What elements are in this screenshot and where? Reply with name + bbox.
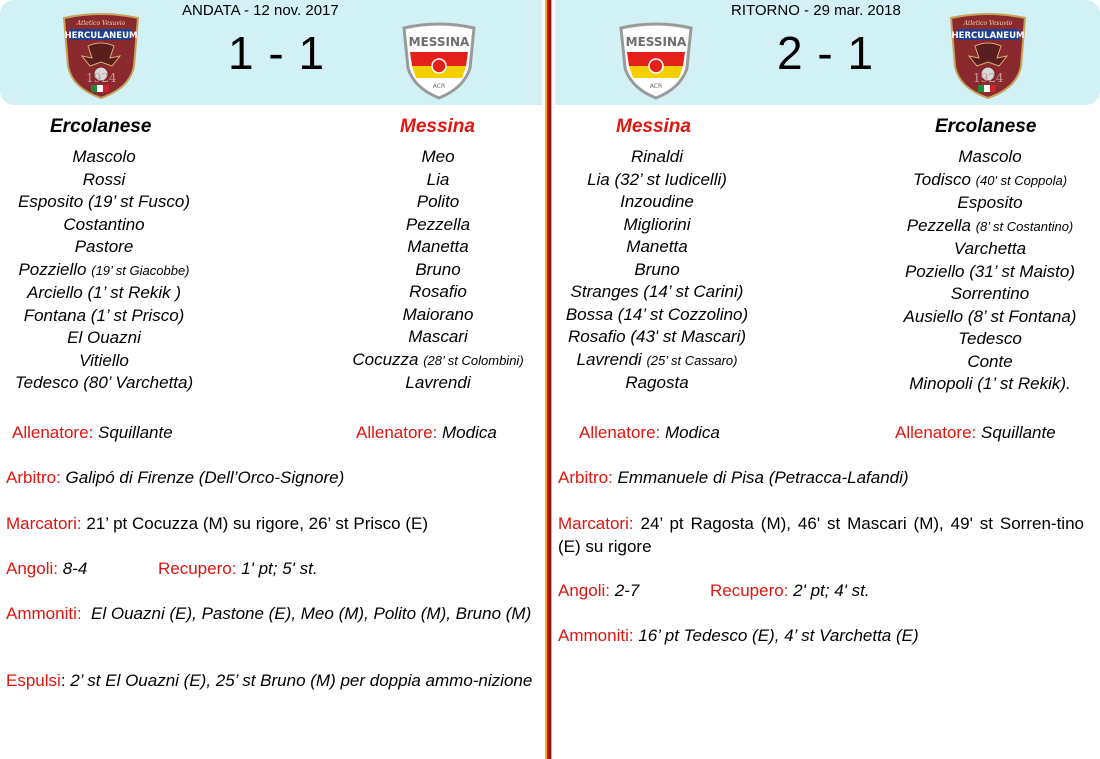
player-name: Pezzella (405, 214, 471, 234)
ammoniti-value: 16’ pt Tedesco (E), 4’ st Varchetta (E) (638, 626, 919, 645)
lineup-player (555, 349, 759, 373)
player-name: Fontana (1’ st Prisco) (23, 305, 185, 325)
player-substitution: (25’ st Cassaro) (646, 352, 738, 368)
player-name: Lavrendi (576, 349, 647, 369)
coach-label: Allenatore: (895, 423, 977, 442)
andata-angoli (6, 557, 87, 580)
lineup-player (555, 236, 759, 259)
lineup-player (0, 146, 208, 169)
ritorno-ammoniti (558, 624, 919, 647)
player-substitution: (28’ st Colombini) (423, 352, 524, 368)
andata-away-lineup (332, 146, 544, 395)
marcatori-value: 21’ pt Cocuzza (M) su rigore, 26’ st Prisco (E) (86, 514, 428, 533)
player-name: Ragosta (625, 373, 689, 392)
messina-crest-name: MESSINA (408, 35, 470, 49)
player-name: Ausiello (8’ st Fontana) (903, 306, 1077, 326)
ritorno-away-team: Ercolanese (935, 116, 1037, 137)
angoli-label: Angoli: (6, 559, 58, 578)
lineup-player (332, 191, 544, 214)
lineup-player (555, 214, 759, 237)
ammoniti-value: El Ouazni (E), Pastone (E), Meo (M), Polito (M), Bruno (M) (91, 604, 532, 623)
player-name: Poziello (31’ st Maisto) (904, 261, 1076, 281)
lineup-player (0, 259, 208, 283)
player-name: Rosafio (409, 282, 467, 301)
ercolanese-crest-icon (60, 12, 142, 100)
lineup-player (0, 236, 208, 259)
arbitro-label: Arbitro: (6, 468, 61, 487)
player-name: Vitiello (79, 350, 129, 370)
player-name: Manetta (626, 237, 688, 256)
marcatori-value: 24’ pt Ragosta (M), 46' st Mascari (M), 49' st Sorren-tino (E) su rigore (558, 514, 1084, 556)
lineup-player (332, 146, 544, 169)
lineup-player (332, 236, 544, 259)
lineup-player (555, 259, 759, 282)
coach-label: Allenatore: (579, 423, 661, 442)
lineup-player (555, 169, 759, 192)
andata-marcatori (6, 512, 428, 535)
lineup-player (332, 372, 544, 395)
crest-name: HERCULANEUM (64, 31, 138, 41)
lineup-player (332, 214, 544, 237)
player-name: Tedesco (958, 329, 1022, 348)
player-name: Rosafio (43' st Mascari) (567, 327, 747, 346)
player-name: Costantino (63, 214, 145, 234)
recupero-label: Recupero: (158, 559, 237, 578)
player-name: Bossa (14’ st Cozzolino) (565, 304, 749, 324)
lineup-player (555, 372, 759, 395)
player-name: Tedesco (80’ Varchetta) (14, 373, 194, 392)
player-name: Sorrentino (950, 284, 1030, 303)
ritorno-marcatori (558, 512, 1084, 558)
andata-home-coach (12, 423, 173, 443)
lineup-player (885, 283, 1095, 306)
player-name: Esposito (957, 193, 1023, 212)
messina-crest-acr: ACR (649, 83, 663, 90)
lineup-player (332, 304, 544, 327)
player-name: Conte (967, 351, 1013, 371)
ritorno-panel (555, 0, 1100, 759)
ritorno-score: 2 - 1 (777, 27, 875, 79)
andata-home-team: Ercolanese (50, 116, 152, 137)
player-name: Lavrendi (405, 373, 471, 392)
ritorno-home-team: Messina (616, 116, 691, 137)
coach-label: Allenatore: (12, 423, 94, 442)
lineup-player (0, 327, 208, 350)
player-name: Todisco (912, 169, 976, 189)
andata-recupero (158, 557, 318, 580)
lineup-player (555, 146, 759, 169)
lineup-player (555, 304, 759, 327)
andata-away-coach (356, 423, 497, 443)
ritorno-away-lineup (885, 146, 1095, 396)
ritorno-label: RITORNO - 29 mar. 2018 (731, 2, 901, 19)
player-name: Maiorano (402, 304, 474, 324)
player-name: Stranges (14’ st Carini) (570, 282, 744, 301)
player-name: Pozziello (18, 259, 92, 279)
lineup-player (332, 349, 544, 373)
ritorno-home-coach (579, 423, 720, 443)
andata-home-lineup (0, 146, 208, 395)
player-name: Lia (32’ st Iudicelli) (587, 169, 727, 189)
andata-ammoniti (6, 602, 534, 625)
lineup-player (332, 326, 544, 349)
lineup-player (332, 169, 544, 192)
recupero-value: 1' pt; 5' st. (241, 559, 318, 578)
player-name: Rinaldi (631, 147, 683, 166)
ritorno-home-lineup (555, 146, 759, 395)
ercolanese-crest-icon (947, 12, 1029, 100)
lineup-player (885, 169, 1095, 193)
player-name: El Ouazni (67, 328, 141, 347)
center-divider (542, 0, 555, 759)
player-name: Pezzella (906, 215, 976, 235)
lineup-player (0, 282, 208, 305)
lineup-player (0, 372, 208, 395)
player-name: Polito (416, 192, 460, 211)
arbitro-label: Arbitro: (558, 468, 613, 487)
ammoniti-label: Ammoniti: (6, 604, 82, 623)
ritorno-away-coach (895, 423, 1056, 443)
angoli-value: 8-4 (62, 559, 88, 578)
player-name: Lia (426, 169, 450, 189)
lineup-player (555, 191, 759, 214)
player-name: Mascari (408, 327, 468, 346)
lineup-player (332, 281, 544, 304)
ritorno-arbitro (558, 466, 909, 489)
angoli-label: Angoli: (558, 581, 610, 600)
lineup-player (0, 214, 208, 237)
lineup-player (885, 215, 1095, 239)
player-name: Mascolo (72, 147, 136, 166)
player-name: Arciello (1’ st Rekik ) (27, 283, 181, 302)
player-name: Varchetta (953, 239, 1027, 258)
coach-name: Squillante (981, 423, 1056, 442)
player-substitution: (8’ st Costantino) (975, 218, 1074, 234)
crest-year: 1924 (973, 71, 1004, 85)
marcatori-label: Marcatori: (6, 514, 82, 533)
andata-arbitro (6, 466, 344, 489)
crest-name: HERCULANEUM (951, 31, 1025, 41)
andata-espulsi: Espulsi: 2’ st El Ouazni (E), 25’ st Bruno (M) per doppia ammo-nizione (6, 671, 533, 690)
marcatori-label: Marcatori: (558, 514, 634, 533)
player-name: Bruno (415, 259, 461, 279)
player-name: Minopoli (1’ st Rekik). (909, 374, 1071, 393)
coach-name: Modica (442, 423, 497, 442)
player-substitution: (19’ st Giacobbe) (91, 262, 190, 278)
player-name: Bruno (634, 259, 680, 279)
andata-score: 1 - 1 (228, 27, 326, 79)
messina-crest-acr: ACR (432, 83, 446, 90)
player-name: Cocuzza (352, 349, 424, 369)
espulsi-value: 2’ st El Ouazni (E), 25’ st Bruno (M) per doppia ammo-nizione (70, 671, 533, 690)
recupero-label: Recupero: (710, 581, 789, 600)
arbitro-value: Emmanuele di Pisa (Petracca-Lafandi) (617, 468, 909, 487)
coach-label: Allenatore: (356, 423, 438, 442)
player-name: Meo (421, 147, 455, 166)
coach-name: Modica (665, 423, 720, 442)
crest-motto: Atletico Vesuvio (963, 20, 1013, 27)
player-name: Rossi (82, 169, 126, 189)
lineup-player (0, 305, 208, 328)
crest-year: 1924 (86, 71, 117, 85)
lineup-player (885, 238, 1095, 261)
andata-label: ANDATA - 12 nov. 2017 (182, 2, 339, 19)
player-name: Pastore (74, 237, 134, 256)
player-name: Esposito (19’ st Fusco) (18, 192, 190, 211)
lineup-player (555, 326, 759, 349)
coach-name: Squillante (98, 423, 173, 442)
lineup-player (885, 192, 1095, 215)
player-name: Migliorini (623, 214, 691, 234)
player-name: Manetta (407, 237, 469, 256)
ritorno-recupero (710, 579, 870, 602)
messina-crest-icon (617, 22, 695, 100)
lineup-player (0, 350, 208, 373)
player-name: Mascolo (958, 147, 1022, 166)
lineup-player (0, 191, 208, 214)
lineup-player (885, 306, 1095, 329)
andata-away-team: Messina (400, 116, 475, 137)
lineup-player (555, 281, 759, 304)
ammoniti-label: Ammoniti: (558, 626, 634, 645)
messina-crest-name: MESSINA (625, 35, 687, 49)
lineup-player (885, 351, 1095, 374)
ritorno-angoli (558, 579, 639, 602)
andata-panel (0, 0, 542, 759)
lineup-player (885, 146, 1095, 169)
messina-crest-icon (400, 22, 478, 100)
lineup-player (332, 259, 544, 282)
recupero-value: 2' pt; 4' st. (793, 581, 870, 600)
lineup-player (885, 261, 1095, 284)
lineup-player (885, 373, 1095, 396)
player-substitution: (40' st Coppola) (975, 172, 1068, 188)
crest-motto: Atletico Vesuvio (76, 20, 126, 27)
espulsi-label: Espulsi (6, 671, 61, 690)
lineup-player (0, 169, 208, 192)
angoli-value: 2-7 (614, 581, 640, 600)
player-name: Inzoudine (620, 192, 694, 211)
arbitro-value: Galipó di Firenze (Dell’Orco-Signore) (65, 468, 345, 487)
lineup-player (885, 328, 1095, 351)
